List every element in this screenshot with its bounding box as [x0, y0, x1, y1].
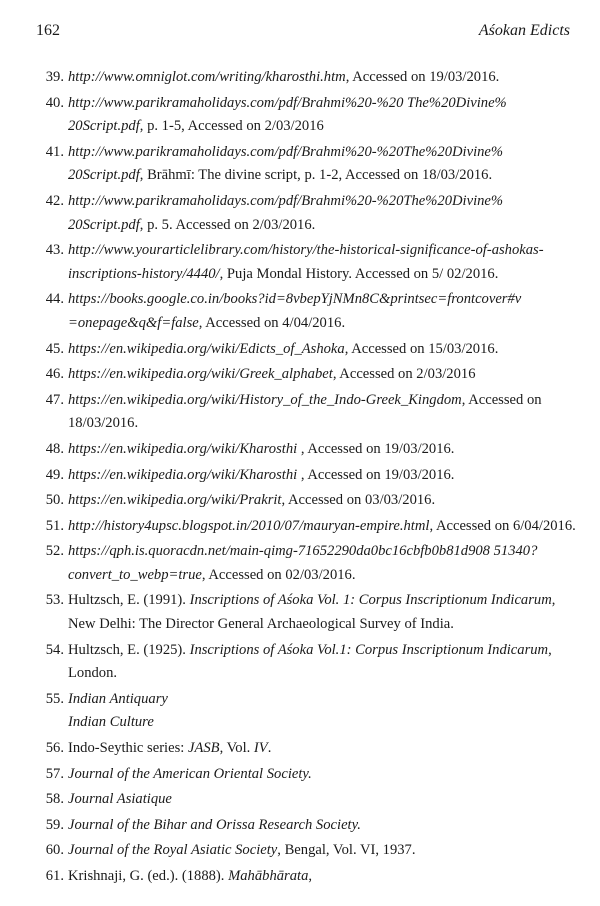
reference-text — [68, 66, 576, 90]
reference-italic-text: http://www.parikramaholidays.com/pdf/Brahmi%20-%20The%20Divine% 20Script.pdf — [68, 143, 504, 184]
reference-plain-text: , Vol. — [219, 740, 254, 757]
reference-plain-text: , New Delhi: The Director General Archaeological Survey of India. — [68, 592, 556, 633]
reference-italic-text: http://www.parikramaholidays.com/pdf/Brahmi%20-%20The%20Divine% 20Script.pdf — [68, 192, 504, 233]
reference-text — [68, 141, 576, 188]
reference-italic-text: IV — [253, 740, 268, 757]
reference-number: 48. — [45, 440, 64, 457]
reference-text — [68, 688, 576, 712]
reference-list — [36, 66, 576, 891]
reference-number: 49. — [45, 466, 64, 483]
reference-item — [36, 438, 576, 462]
reference-item — [36, 92, 576, 139]
reference-plain-text: , Puja Mondal History. Accessed on 5/ 02/2016. — [219, 265, 499, 282]
reference-plain-text: , p. 5. Accessed on 2/03/2016. — [139, 216, 316, 233]
reference-number: 39. — [45, 69, 64, 85]
reference-item — [36, 338, 576, 362]
reference-italic-text: http://www.yourarticlelibrary.com/history/the-historical-significance-of-ashokas-inscriptions-history/4440/ — [68, 242, 544, 282]
reference-item — [36, 763, 576, 787]
reference-plain-text: , Accessed on 15/03/2016. — [344, 340, 499, 357]
reference-text — [68, 464, 576, 488]
reference-plain-text: , Accessed on 18/03/2016. — [68, 391, 542, 432]
reference-italic-text: Journal of the Royal Asiatic Society — [68, 842, 278, 859]
reference-italic-text: https://en.wikipedia.org/wiki/Greek_alphabet — [68, 366, 333, 383]
reference-plain-text: Indo-Seythic series: — [68, 740, 188, 757]
reference-italic-text: Indian Antiquary — [68, 690, 168, 707]
reference-text — [68, 737, 576, 761]
reference-plain-text: Hultzsch, E. (1925). — [68, 641, 190, 658]
reference-text — [68, 338, 576, 362]
reference-plain-text: , Bengal, Vol. VI, 1937. — [277, 842, 416, 859]
reference-italic-text: https://en.wikipedia.org/wiki/Kharosthi — [68, 440, 298, 457]
reference-plain-text: Hultzsch, E. (1991). — [68, 592, 190, 609]
reference-italic-text: https://books.google.co.in/books?id=8vbepYjNMn8C&printsec=frontcover#v =onepage&q&f=false — [68, 291, 522, 331]
reference-plain-text: , Accessed on 6/04/2016. — [429, 517, 576, 534]
reference-item — [36, 814, 576, 838]
reference-text — [68, 540, 576, 587]
reference-item — [36, 66, 576, 90]
reference-item — [36, 839, 576, 863]
reference-italic-text: https://qph.is.quoracdn.net/main-qimg-71652290da0bc16cbfb0b81d908 51340? convert_to_webp=true — [68, 543, 538, 583]
reference-number: 43. — [45, 242, 64, 259]
reference-item — [36, 464, 576, 488]
reference-text — [68, 363, 576, 387]
reference-number: 61. — [45, 868, 64, 884]
reference-number: 60. — [45, 842, 64, 859]
reference-number: 57. — [45, 765, 64, 782]
reference-item — [36, 688, 576, 735]
running-title: Aśokan Edicts — [478, 22, 570, 39]
reference-text — [68, 865, 576, 889]
reference-number: 47. — [45, 391, 64, 408]
reference-text — [68, 515, 576, 539]
reference-text — [68, 190, 576, 237]
reference-number: 58. — [45, 791, 64, 808]
reference-plain-text: , — [308, 868, 313, 884]
reference-text — [68, 288, 576, 335]
reference-number: 53. — [45, 592, 64, 609]
reference-italic-text: https://en.wikipedia.org/wiki/Prakrit — [68, 492, 282, 509]
reference-number: 55. — [45, 690, 64, 707]
page-header — [36, 22, 570, 46]
reference-number: 51. — [45, 517, 64, 534]
reference-extra-line: Indian Culture — [68, 714, 154, 731]
reference-italic-text: https://en.wikipedia.org/wiki/History_of_the_Indo-Greek_Kingdom — [68, 391, 462, 408]
reference-text — [68, 589, 576, 636]
reference-plain-text: , Accessed on 2/03/2016 — [332, 366, 476, 383]
reference-italic-text: http://history4upsc.blogspot.in/2010/07/mauryan-empire.html — [68, 517, 430, 534]
reference-item — [36, 589, 576, 636]
reference-text — [68, 639, 576, 686]
reference-plain-text: , Accessed on 02/03/2016. — [201, 566, 356, 583]
reference-italic-text: Mahābhārata — [228, 868, 309, 884]
reference-plain-text: , London. — [68, 641, 552, 682]
reference-item — [36, 540, 576, 587]
reference-italic-text: https://en.wikipedia.org/wiki/Edicts_of_Ashoka — [68, 340, 345, 357]
reference-text — [68, 763, 576, 787]
reference-text — [68, 489, 576, 513]
reference-italic-text: Inscriptions of Aśoka Vol.1: Corpus Inscriptionum Indicarum — [189, 641, 549, 658]
reference-italic-text: http://www.omniglot.com/writing/kharosthi.htm — [68, 69, 346, 85]
reference-plain-text: , Accessed on 19/03/2016. — [345, 69, 500, 85]
reference-number: 59. — [45, 816, 64, 833]
reference-text — [68, 788, 576, 812]
reference-number: 42. — [45, 192, 64, 209]
reference-italic-text: http://www.parikramaholidays.com/pdf/Brahmi%20-%20 The%20Divine% 20Script.pdf — [68, 94, 507, 135]
reference-plain-text: . — [267, 740, 272, 757]
reference-text — [68, 239, 576, 286]
reference-item — [36, 865, 576, 889]
reference-plain-text: , Brāhmī: The divine script, p. 1-2, Accessed on 18/03/2016. — [139, 167, 493, 184]
reference-item — [36, 489, 576, 513]
reference-plain-text: Krishnaji, G. (ed.). (1888). — [68, 868, 229, 884]
reference-text — [68, 839, 576, 863]
reference-number: 54. — [45, 641, 64, 658]
reference-italic-text: JASB — [187, 740, 220, 757]
reference-item — [36, 737, 576, 761]
reference-text — [68, 438, 576, 462]
reference-plain-text: , Accessed on 19/03/2016. — [297, 440, 455, 457]
reference-number: 46. — [45, 366, 64, 383]
reference-item — [36, 363, 576, 387]
reference-plain-text: , Accessed on 19/03/2016. — [297, 466, 455, 483]
reference-number: 56. — [45, 740, 64, 757]
reference-item — [36, 288, 576, 335]
reference-item — [36, 639, 576, 686]
reference-text — [68, 814, 576, 838]
page-number: 162 — [36, 22, 60, 39]
reference-plain-text: , Accessed on 4/04/2016. — [198, 314, 346, 331]
reference-item — [36, 788, 576, 812]
reference-item — [36, 389, 576, 436]
reference-number: 52. — [45, 543, 64, 560]
reference-italic-text: Inscriptions of Aśoka Vol. 1: Corpus Inscriptionum Indicarum — [189, 592, 552, 609]
reference-italic-text: Journal of the American Oriental Society. — [68, 765, 312, 782]
reference-plain-text: , p. 1-5, Accessed on 2/03/2016 — [139, 118, 324, 135]
reference-number: 50. — [45, 492, 64, 509]
reference-text — [68, 92, 576, 139]
reference-text — [68, 389, 576, 436]
reference-number: 41. — [45, 143, 64, 160]
reference-item — [36, 239, 576, 286]
reference-italic-text: Journal of the Bihar and Orissa Research Society. — [68, 816, 361, 833]
reference-item — [36, 141, 576, 188]
reference-item — [36, 515, 576, 539]
reference-italic-text: https://en.wikipedia.org/wiki/Kharosthi — [68, 466, 298, 483]
reference-number: 45. — [45, 340, 64, 357]
reference-italic-text: Journal Asiatique — [68, 791, 172, 808]
reference-plain-text: , Accessed on 03/03/2016. — [281, 492, 436, 509]
reference-item — [36, 190, 576, 237]
reference-number: 40. — [45, 94, 64, 111]
reference-number: 44. — [45, 291, 64, 308]
